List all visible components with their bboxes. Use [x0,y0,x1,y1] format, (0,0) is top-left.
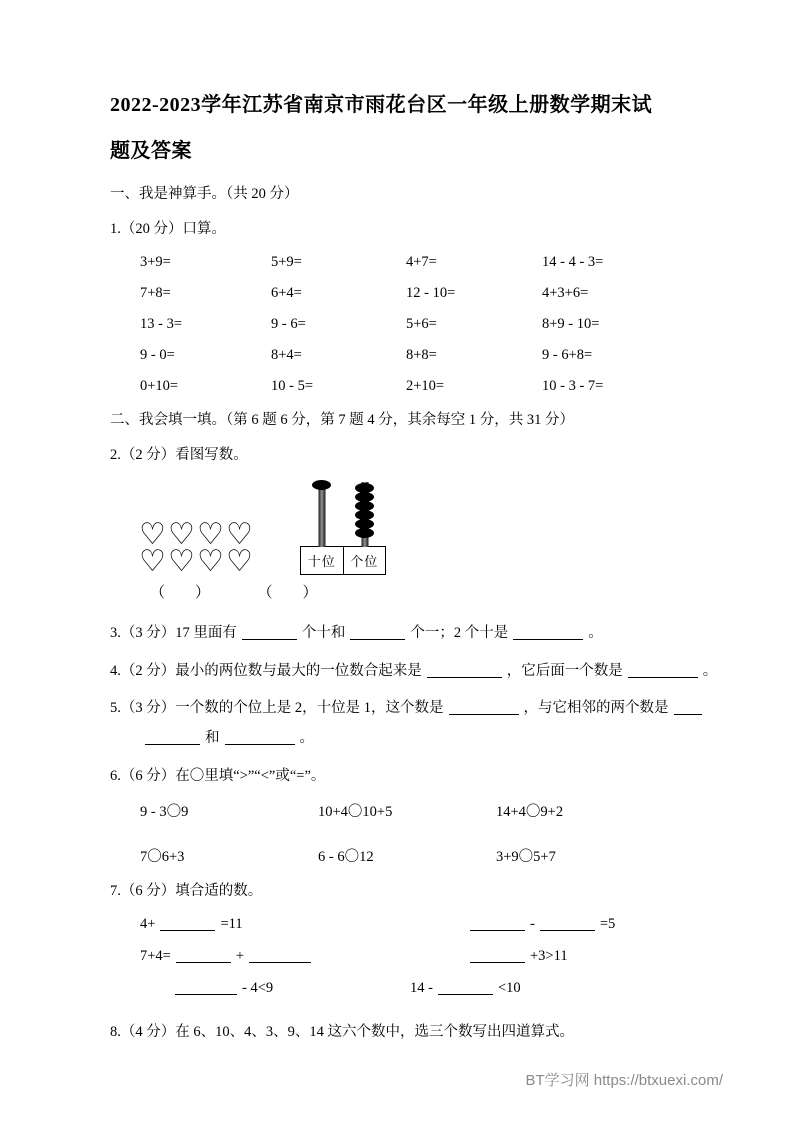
tens-rod-beads [311,480,333,489]
abacus-answer-paren: （ ） [265,584,318,601]
q6-label: 6.（6 分）在〇里填“>”“<”或“=”。 [110,767,326,784]
heart-icon: ♡ [226,517,253,551]
answer-blank [175,979,237,995]
ones-rod-beads [354,483,376,537]
answer-blank [438,979,493,995]
fill-part: =11 [220,915,243,932]
calc-row [140,378,727,395]
calc-problem: 5+9= [271,253,302,270]
answer-blank [427,662,502,678]
calc-problem: 7+8= [140,284,171,301]
q5-part: ，与它相邻的两个数是 [523,699,669,716]
hearts-answer-paren: （ ） [150,584,211,601]
q2-label: 2.（2 分）看图写数。 [110,447,248,464]
fill-row [110,947,727,965]
fill-part: <10 [497,979,521,996]
page-title: 2022-2023学年江苏省南京市雨花台区一年级上册数学期末试题及答案 [110,94,653,162]
calc-problem: 8+8= [406,346,437,363]
answer-blank [674,699,702,715]
rod-bar [318,482,325,547]
q3-part: 。 [588,624,603,641]
ones-place-label: 个位 [343,547,386,574]
q2-figure [138,479,727,578]
calc-problem: 6+4= [271,284,302,301]
fill-problem [465,947,568,965]
compare-problem: 6 - 6〇12 [318,849,374,866]
calc-problem: 0+10= [140,377,179,394]
q1-label: 1.（20 分）口算。 [110,221,226,238]
calc-row [140,285,727,302]
answer-blank [470,915,525,931]
heart-icon: ♡ [197,517,224,551]
abacus-bead [355,528,374,538]
fill-problem [140,947,465,965]
tens-rod [311,480,333,546]
abacus [300,480,386,575]
q5-part: 和 [205,730,220,747]
calc-problem: 4+3+6= [542,284,589,301]
calc-problem: 8+4= [271,346,302,363]
answer-blank [242,624,297,640]
tens-place-label: 十位 [307,553,336,569]
section1-heading: 一、我是神算手。（共 20 分） [110,186,299,202]
q3-part: 个一；2 个十是 [410,624,509,641]
answer-blank [145,729,200,745]
compare-problem: 14+4〇9+2 [496,804,564,821]
answer-blank [513,624,583,640]
calc-problem: 4+7= [406,253,437,270]
q3-text [110,622,727,644]
answer-blank [249,947,311,963]
compare-problem: 7〇6+3 [140,849,185,866]
heart-icon: ♡ [226,544,253,578]
heart-icon: ♡ [168,517,195,551]
fill-problem [465,915,615,933]
heart-icon: ♡ [197,544,224,578]
answer-blank [160,915,215,931]
q5-part: 。 [299,730,314,747]
q5-text-line2 [140,727,727,749]
compare-problem: 10+4〇10+5 [318,804,393,821]
compare-row [140,800,727,821]
fill-part: + [235,947,245,964]
q7-label: 7.（6 分）填合适的数。 [110,883,263,900]
heart-icon: ♡ [168,544,195,578]
fill-problem [410,979,521,997]
fill-problem [140,915,465,933]
q8-label: 8.（4 分）在 6、10、4、3、9、14 这六个数中，选三个数写出四道算式。 [110,1023,574,1040]
compare-problem: 3+9〇5+7 [496,849,556,866]
fill-part: - [530,915,535,932]
q5-text-line1 [110,697,727,719]
q4-part: 。 [702,663,718,680]
q4-text [110,660,727,682]
calc-problem: 3+9= [140,253,171,270]
q4-part: 4.（2 分）最小的两位数与最大的一位数合起来是 [110,663,422,680]
answer-blank [225,729,295,745]
calc-problem: 9 - 0= [140,346,175,363]
heart-icon: ♡ [139,544,166,578]
answer-blank [176,947,231,963]
section2-heading: 二、我会填一填。（第 6 题 6 分，第 7 题 4 分，其余每空 1 分，共 31 分） [110,411,574,428]
calc-problem: 9 - 6= [271,315,306,332]
oral-calc-grid [140,254,727,395]
fill-part: +3>11 [530,947,568,964]
compare-row [140,845,727,866]
calc-problem: 12 - 10= [406,284,456,301]
answer-blank [350,624,405,640]
calc-problem: 10 - 3 - 7= [542,377,604,394]
hearts-group [138,517,254,578]
ones-rod [354,480,376,546]
abacus-bead [312,480,331,490]
q3-part: 3.（3 分）17 里面有 [110,624,237,641]
fill-row [110,979,727,997]
fill-problem [170,979,410,997]
answer-blank [470,947,525,963]
fill-part: 7+4= [140,947,171,964]
calc-row [140,316,727,333]
q4-part: ，它后面一个数是 [506,663,623,680]
answer-parens [150,581,727,602]
fill-part: =5 [599,915,616,932]
answer-blank [540,915,595,931]
calc-problem: 9 - 6+8= [542,346,593,363]
answer-blank [628,662,698,678]
abacus-rods [300,480,386,546]
fill-part: - 4<9 [242,979,274,996]
fill-part: 14 - [410,979,433,996]
calc-row [140,254,727,271]
compare-problem: 9 - 3〇9 [140,804,189,821]
calc-problem: 13 - 3= [140,315,183,332]
calc-problem: 10 - 5= [271,377,314,394]
calc-problem: 8+9 - 10= [542,315,600,332]
answer-blank [449,699,519,715]
q5-part: 5.（3 分）一个数的个位上是 2，十位是 1，这个数是 [110,699,444,716]
calc-problem: 14 - 4 - 3= [542,253,604,270]
q3-part: 个十和 [301,624,346,641]
calc-row [140,347,727,364]
site-watermark: BT学习网 https://btxuexi.com/ [525,1072,723,1089]
calc-problem: 2+10= [406,377,445,394]
fill-part: 4+ [140,915,156,932]
place-value-box [300,546,386,575]
fill-row [110,915,727,933]
calc-problem: 5+6= [406,315,437,332]
heart-icon: ♡ [139,517,166,551]
